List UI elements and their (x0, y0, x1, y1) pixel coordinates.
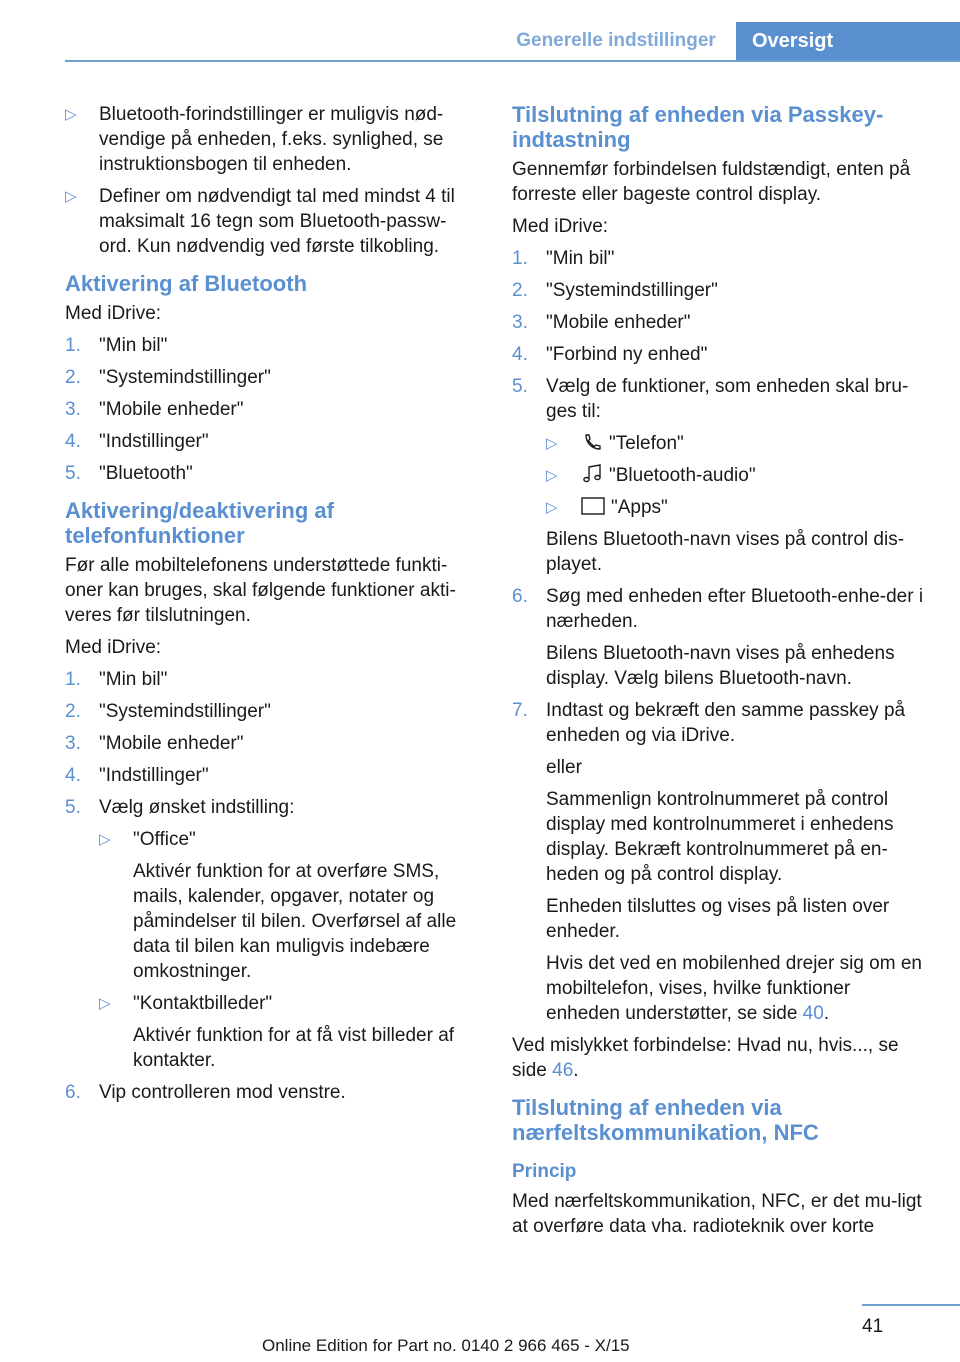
step-number: 4. (65, 431, 81, 452)
section-heading: Tilslutning af enheden via nærfeltskommunikation, NFC (512, 1095, 819, 1145)
phone-icon (580, 432, 604, 452)
sub-item-label: "Kontaktbilleder" (133, 993, 273, 1014)
step-number: 4. (512, 344, 528, 365)
bullet-text: Bluetooth-forindstillinger er muligvis nød-vendige på enheden, f.eks. synlighed, se instruktionsbogen til enheden. (99, 104, 444, 175)
step-note: Hvis det ved en mobilenhed drejer sig om en mobiltelefon, vises, hvilke funktioner enheden understøtter, se side 40. (546, 953, 922, 1024)
music-note-icon (580, 464, 604, 484)
step (512, 310, 927, 335)
step-text: Vælg ønsket indstilling: (99, 797, 295, 818)
step-number: 1. (65, 669, 81, 690)
intro-text: Med iDrive: (512, 216, 609, 237)
section-heading: Aktivering/deaktivering af telefonfunktioner (65, 498, 334, 548)
right-column (512, 102, 927, 1246)
section-heading: Aktivering af Bluetooth (65, 271, 308, 296)
step-text: "Bluetooth" (99, 463, 193, 484)
note-text: Ved mislykket forbindelse: Hvad nu, hvis..., se side (512, 1035, 899, 1081)
function-label: "Telefon" (609, 433, 684, 454)
step-text: Indtast og bekræft den samme passkey på enheden og via iDrive. (546, 700, 906, 746)
bullet-marker-icon: ▷ (546, 499, 558, 516)
page-link[interactable]: 40 (802, 1003, 824, 1024)
step-text: "Indstillinger" (99, 765, 209, 786)
sub-item (99, 827, 477, 984)
header-rule (65, 60, 960, 62)
step-number: 3. (512, 312, 528, 333)
sub-item (99, 991, 477, 1073)
note-text: Hvis det ved en mobilenhed drejer sig om en mobiltelefon, vises, hvilke funktioner enheden understøtter, se side (546, 953, 922, 1024)
edition-text: Online Edition for Part no. 0140 2 966 465 - X/15 (262, 1336, 630, 1355)
step (512, 246, 927, 271)
step-text: "Forbind ny enhed" (546, 344, 708, 365)
step (512, 278, 927, 303)
step (512, 584, 927, 691)
step (65, 333, 477, 358)
step-text: Vælg de funktioner, som enheden skal bru-ges til: (546, 376, 909, 422)
intro-text: Med iDrive: (65, 303, 162, 324)
sub-list (99, 827, 477, 1073)
function-item (546, 495, 927, 520)
step-text: "Systemindstillinger" (99, 367, 271, 388)
step-text: "Systemindstillinger" (99, 701, 271, 722)
left-column (65, 102, 477, 1112)
paragraph: Med nærfeltskommunikation, NFC, er det mu-ligt at overføre data vha. radioteknik over korte (512, 1191, 922, 1237)
page-link[interactable]: 46 (552, 1060, 574, 1081)
function-item (546, 431, 927, 456)
step-or: eller (546, 757, 582, 778)
step-text: "Mobile enheder" (99, 733, 244, 754)
intro-bullet (65, 184, 477, 259)
step-number: 5. (512, 376, 528, 397)
bullet-marker-icon: ▷ (546, 467, 558, 484)
paragraph: Før alle mobiltelefonens understøttede funkti-oner kan bruges, skal følgende funktioner akti-veres før tilslutningen. (65, 555, 456, 626)
intro-bullet (65, 102, 477, 177)
step (65, 397, 477, 422)
step-number: 1. (512, 248, 528, 269)
step-number: 1. (65, 335, 81, 356)
step-number: 6. (512, 586, 528, 607)
bullet-marker-icon: ▷ (65, 188, 77, 205)
header-tab-label: Oversigt (752, 30, 834, 52)
sub-heading: Princip (512, 1161, 577, 1182)
step (65, 699, 477, 724)
bullet-marker-icon: ▷ (546, 435, 558, 452)
step-text: Vip controlleren mod venstre. (99, 1082, 346, 1103)
step-text: "Mobile enheder" (546, 312, 691, 333)
function-label: "Bluetooth-audio" (609, 465, 756, 486)
bullet-marker-icon: ▷ (99, 831, 111, 848)
step (512, 374, 927, 577)
paragraph: Ved mislykket forbindelse: Hvad nu, hvis..., se side 46. (512, 1035, 899, 1081)
page-number: 41 (862, 1316, 884, 1337)
step (512, 698, 927, 1026)
bullet-marker-icon: ▷ (65, 106, 77, 123)
step (512, 342, 927, 367)
step-note: Enheden tilsluttes og vises på listen over enheder. (546, 896, 890, 942)
step-note: Bilens Bluetooth-navn vises på control dis-playet. (546, 529, 905, 575)
sub-item-description: Aktivér funktion for at overføre SMS, mails, kalender, opgaver, notater og påmindelser til bilen. Overførsel af alle data til bilen kan muligvis indebære omkostninger. (133, 861, 457, 982)
paragraph: Gennemfør forbindelsen fuldstændigt, enten på forreste eller bageste control display. (512, 159, 911, 205)
step-text: "Mobile enheder" (99, 399, 244, 420)
step-note: Bilens Bluetooth-navn vises på enhedens display. Vælg bilens Bluetooth-navn. (546, 643, 895, 689)
step (65, 763, 477, 788)
step-note: Sammenlign kontrolnummeret på control display med kontrolnummeret i enhedens display. Bekræft kontrolnummeret på en-heden og på control display. (546, 789, 894, 885)
footer-rule (862, 1304, 960, 1306)
step-text: "Min bil" (99, 669, 168, 690)
step-text: "Min bil" (99, 335, 168, 356)
section-heading: Tilslutning af enheden via Passkey-indtastning (512, 102, 884, 152)
step-number: 2. (512, 280, 528, 301)
step-number: 6. (65, 1082, 81, 1103)
header-tab (736, 22, 960, 62)
apps-icon (580, 496, 606, 516)
step-number: 2. (65, 367, 81, 388)
intro-text: Med iDrive: (65, 637, 162, 658)
step-text: "Min bil" (546, 248, 615, 269)
step-number: 4. (65, 765, 81, 786)
step-number: 3. (65, 733, 81, 754)
step (65, 365, 477, 390)
step-number: 2. (65, 701, 81, 722)
sub-item-label: "Office" (133, 829, 196, 850)
bullet-text: Definer om nødvendigt tal med mindst 4 til maksimalt 16 tegn som Bluetooth-passw-ord. Kun nødvendig ved første tilkobling. (99, 186, 455, 257)
step (65, 795, 477, 1073)
function-item (546, 463, 927, 488)
step (65, 1080, 477, 1105)
bullet-marker-icon: ▷ (99, 995, 111, 1012)
step (65, 667, 477, 692)
step-text: "Indstillinger" (99, 431, 209, 452)
sub-item-description: Aktivér funktion for at få vist billeder af kontakter. (133, 1025, 455, 1071)
step-number: 5. (65, 797, 81, 818)
step (65, 429, 477, 454)
function-label: "Apps" (611, 497, 668, 518)
step-text: Søg med enheden efter Bluetooth-enhe-der i nærheden. (546, 586, 924, 632)
section-title: Generelle indstillinger (516, 30, 716, 51)
step-number: 5. (65, 463, 81, 484)
function-list (546, 431, 927, 520)
step (65, 731, 477, 756)
step (65, 461, 477, 486)
step-text: "Systemindstillinger" (546, 280, 718, 301)
step-number: 7. (512, 700, 528, 721)
step-number: 3. (65, 399, 81, 420)
